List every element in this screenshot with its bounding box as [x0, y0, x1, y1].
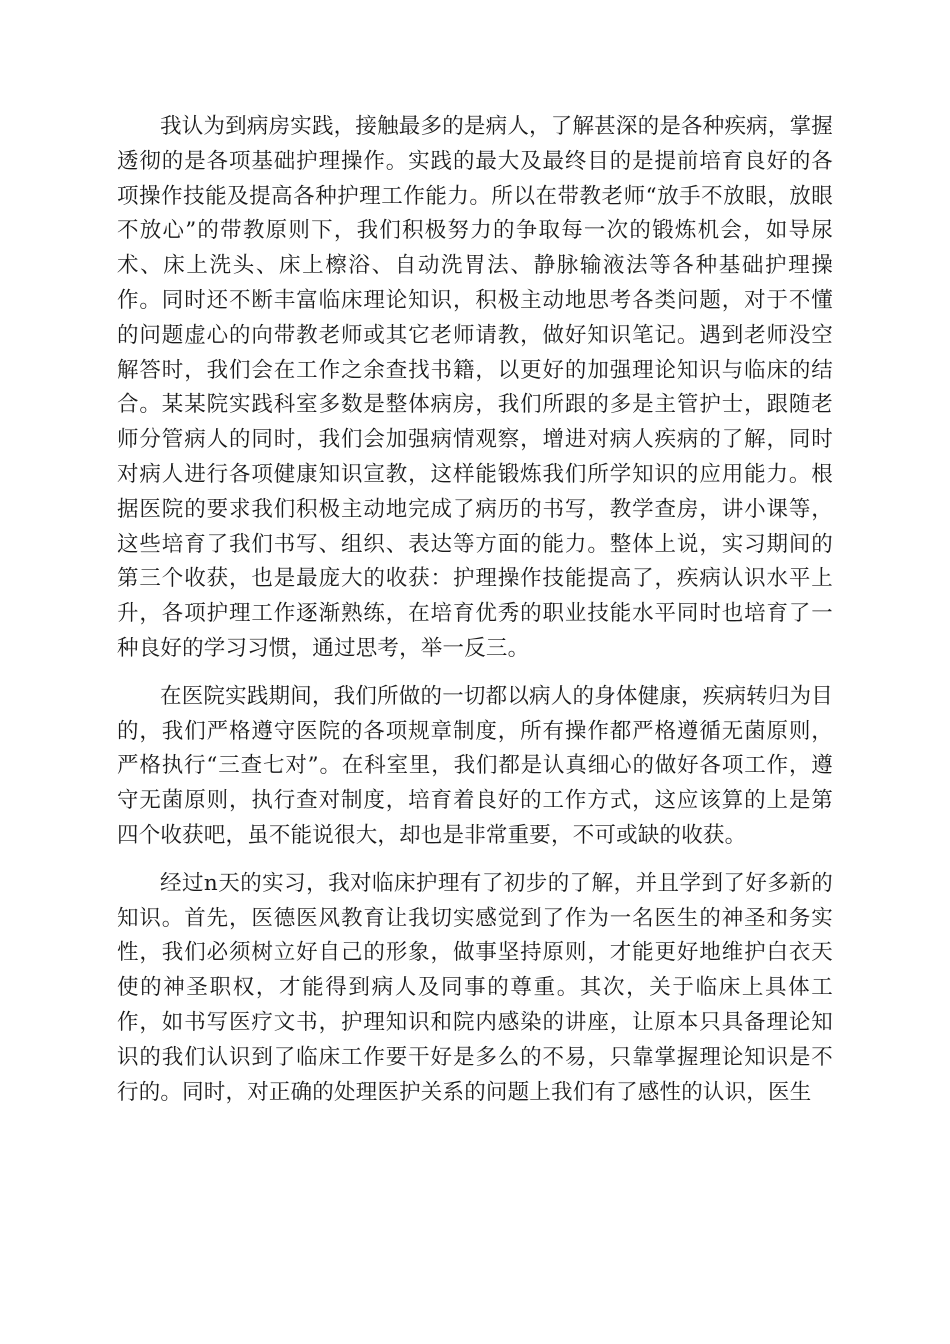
paragraph-1: 我认为到病房实践，接触最多的是病人，了解甚深的是各种疾病，掌握透彻的是各项基础护理操作。实践的最大及最终目的是提前培育良好的各项操作技能及提高各种护理工作能力。所以在带教老师“放手不放眼，放眼不放心”的带教原则下，我们积极努力的争取每一次的锻炼机会，如导尿术、床上洗头、床上檫浴、自动洗胃法、静脉输液法等各种基础护理操作。同时还不断丰富临床理论知识，积极主动地思考各类问题，对于不懂的问题虚心的向带教老师或其它老师请教，做好知识笔记。遇到老师没空解答时，我们会在工作之余查找书籍，以更好的加强理论知识与临床的结合。某某院实践科室多数是整体病房，我们所跟的多是主管护士，跟随老师分管病人的同时，我们会加强病情观察，增进对病人疾病的了解，同时对病人进行各项健康知识宣教，这样能锻炼我们所学知识的应用能力。根据医院的要求我们积极主动地完成了病历的书写，教学查房，讲小课等，这些培育了我们书写、组织、表达等方面的能力。整体上说，实习期间的第三个收获，也是最庞大的收获：护理操作技能提高了，疾病认识水平上升，各项护理工作逐渐熟练，在培育优秀的职业技能水平同时也培育了一种良好的学习习惯，通过思考，举一反三。 — [117, 114, 833, 661]
paragraph-3: 经过n天的实习，我对临床护理有了初步的了解，并且学到了好多新的知识。首先，医德医风教育让我切实感觉到了作为一名医生的神圣和务实性，我们必须树立好自己的形象，做事坚持原则，才能更好地维护白衣天使的神圣职权，才能得到病人及同事的尊重。其次，关于临床上具体工作，如书写医疗文书，护理知识和院内感染的讲座，让原本只具备理论知识的我们认识到了临床工作要干好是多么的不易，只靠掌握理论知识是不行的。同时，对正确的处理医护关系的问题上我们有了感性的认识，医生 — [117, 870, 833, 1105]
paragraph-2: 在医院实践期间，我们所做的一切都以病人的身体健康，疾病转归为目的，我们严格遵守医院的各项规章制度，所有操作都严格遵循无菌原则，严格执行“三查七对”。在科室里，我们都是认真细心的做好各项工作，遵守无菌原则，执行查对制度，培育着良好的工作方式，这应该算的上是第四个收获吧，虽不能说很大，却也是非常重要，不可或缺的收获。 — [117, 683, 833, 848]
document-body — [117, 110, 833, 1110]
